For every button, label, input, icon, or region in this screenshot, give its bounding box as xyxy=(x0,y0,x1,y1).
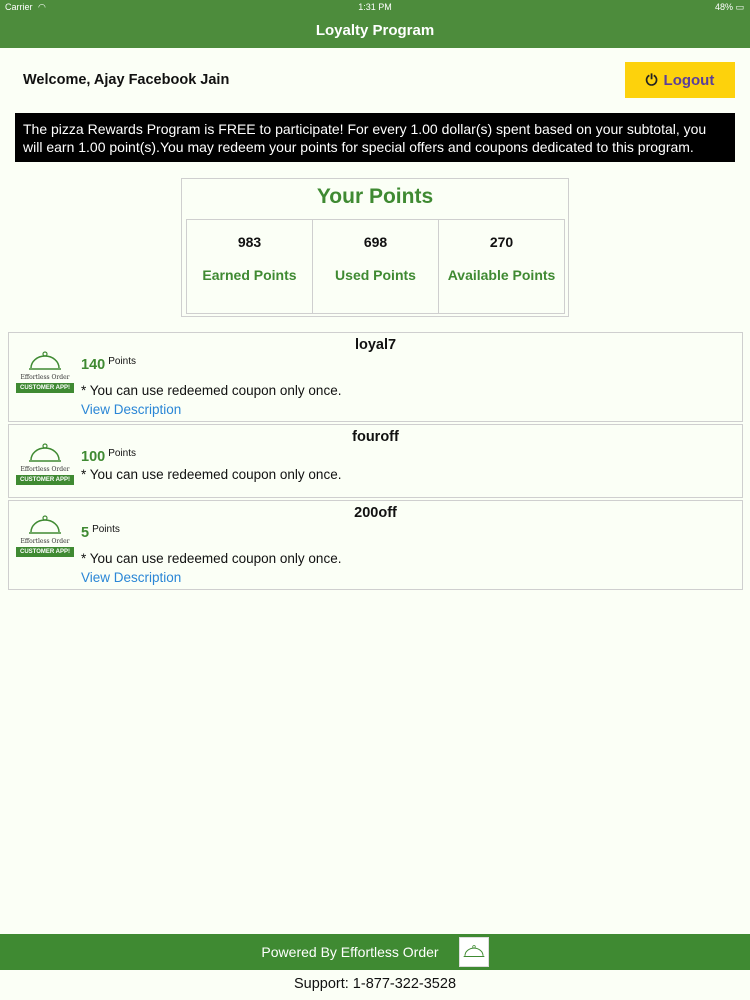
earned-points-cell xyxy=(186,219,313,314)
available-points-cell xyxy=(438,219,565,314)
effortless-order-logo xyxy=(15,515,75,567)
customer-app-badge: CUSTOMER APP! xyxy=(16,547,74,557)
coupon-points-value: 140 xyxy=(81,357,106,373)
support-phone[interactable]: Support: 1-877-322-3528 xyxy=(293,976,457,992)
cloche-icon xyxy=(28,351,62,373)
customer-app-badge: CUSTOMER APP! xyxy=(16,383,74,393)
powered-by-text: Powered By Effortless Order xyxy=(261,944,439,960)
view-description-link[interactable]: View Description xyxy=(81,570,182,585)
logo-brand-text: Effortless Order xyxy=(20,466,70,473)
coupon-card[interactable] xyxy=(8,500,743,590)
coupon-points-unit: Points xyxy=(92,524,120,535)
earned-points-value: 983 xyxy=(237,234,262,250)
nav-title: Loyalty Program xyxy=(0,14,750,48)
cloche-icon xyxy=(28,443,62,465)
points-title: Your Points xyxy=(316,185,434,208)
coupon-list xyxy=(8,332,743,592)
coupon-note: * You can use redeemed coupon only once. xyxy=(81,551,342,566)
earned-points-label: Earned Points xyxy=(202,267,297,283)
status-time: 1:31 PM xyxy=(358,2,392,12)
battery-percent: 48% xyxy=(714,2,733,12)
customer-app-badge: CUSTOMER APP! xyxy=(16,475,74,485)
coupon-note: * You can use redeemed coupon only once. xyxy=(81,467,342,482)
cloche-icon xyxy=(28,515,62,537)
wifi-icon: ◠ xyxy=(38,2,46,12)
welcome-text: Welcome, Ajay Facebook Jain xyxy=(23,72,230,88)
effortless-order-logo xyxy=(15,443,75,495)
used-points-label: Used Points xyxy=(335,267,416,283)
coupon-points-value: 5 xyxy=(81,525,90,541)
used-points-value: 698 xyxy=(363,234,388,250)
power-icon: ⏻ xyxy=(645,71,658,89)
coupon-points xyxy=(81,449,136,465)
coupon-title: 200off xyxy=(354,505,397,521)
effortless-order-logo xyxy=(15,351,75,403)
logout-button[interactable] xyxy=(625,62,735,98)
status-bar xyxy=(0,0,750,14)
available-points-value: 270 xyxy=(489,234,514,250)
battery-indicator xyxy=(715,0,744,14)
logout-label: Logout xyxy=(663,71,715,89)
cloche-icon xyxy=(463,944,485,960)
available-points-label: Available Points xyxy=(447,267,556,283)
coupon-points-unit: Points xyxy=(108,356,136,367)
coupon-note: * You can use redeemed coupon only once. xyxy=(81,383,342,398)
coupon-points xyxy=(81,525,120,541)
coupon-points xyxy=(81,357,136,373)
footer-logo xyxy=(459,937,489,967)
charging-icon: ▭ xyxy=(735,2,744,12)
coupon-card[interactable] xyxy=(8,424,743,498)
coupon-card[interactable] xyxy=(8,332,743,422)
coupon-points-value: 100 xyxy=(81,449,106,465)
your-points-panel xyxy=(181,178,569,317)
coupon-title: loyal7 xyxy=(354,337,397,353)
view-description-link[interactable]: View Description xyxy=(81,402,182,417)
footer-bar xyxy=(0,934,750,970)
coupon-title: fouroff xyxy=(352,429,399,445)
coupon-points-unit: Points xyxy=(108,448,136,459)
carrier-label: Carrier xyxy=(5,2,33,12)
logo-brand-text: Effortless Order xyxy=(20,374,70,381)
used-points-cell xyxy=(312,219,439,314)
logo-brand-text: Effortless Order xyxy=(20,538,70,545)
rewards-info-banner: The pizza Rewards Program is FREE to participate! For every 1.00 dollar(s) spent based on your subtotal, you will earn 1.00 point(s).You may redeem your points for special offers and coupons dedicated to this program. xyxy=(15,113,735,162)
